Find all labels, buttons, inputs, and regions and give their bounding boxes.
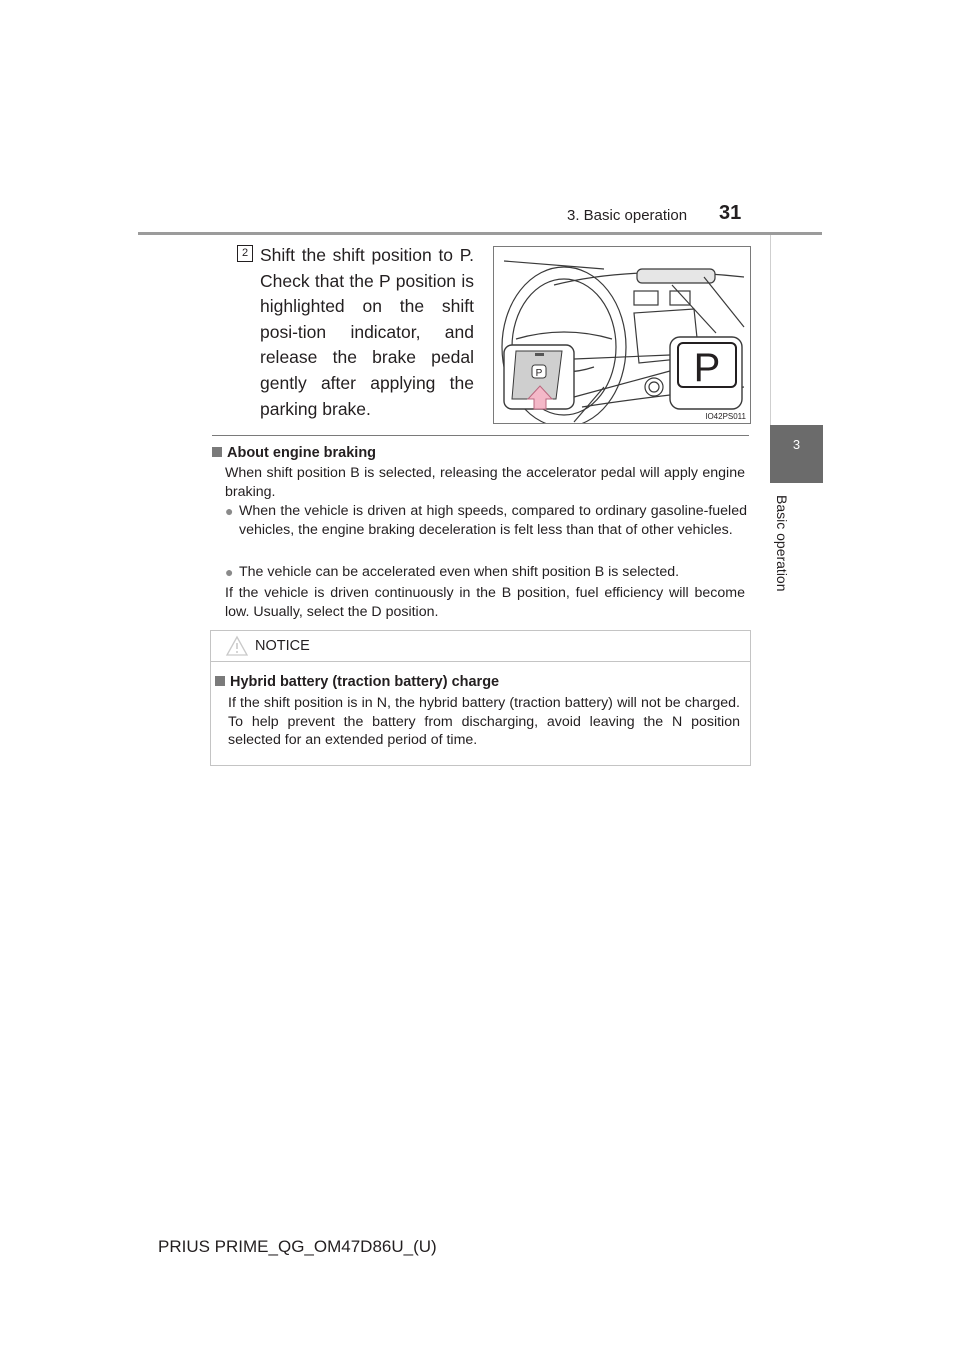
notice-title: NOTICE bbox=[255, 638, 310, 654]
step-number-badge: 2 bbox=[237, 245, 253, 262]
shift-illustration bbox=[493, 246, 751, 424]
notice-subtitle bbox=[215, 674, 499, 690]
list-item-text: When the vehicle is driven at high speeds, compared to ordinary gasoline-fueled vehicles, the engine braking deceleration is felt less than that of other vehicles. bbox=[239, 503, 747, 538]
circle-bullet-icon: ● bbox=[225, 564, 234, 580]
circle-bullet-icon: ● bbox=[225, 503, 234, 519]
section-title: 3. Basic operation bbox=[567, 207, 688, 224]
list-item-text: The vehicle can be accelerated even when shift position B is selected. bbox=[239, 564, 680, 580]
notice-subtitle-text: Hybrid battery (traction battery) charge bbox=[230, 674, 500, 690]
section-divider bbox=[212, 435, 749, 436]
notice-box bbox=[210, 630, 751, 766]
page-number: 31 bbox=[719, 202, 742, 224]
warning-triangle-icon bbox=[225, 635, 249, 657]
shift-p-button-label: P bbox=[535, 368, 543, 379]
step-text: Shift the shift position to P. Check that the P position is highlighted on the shift posi-tion indicator, and release the brake pedal gently after applying the parking brake. bbox=[260, 245, 474, 419]
header-rule bbox=[138, 232, 822, 235]
square-bullet-icon bbox=[215, 676, 225, 686]
document-id: PRIUS PRIME_QG_OM47D86U_(U) bbox=[158, 1237, 437, 1256]
side-tab-label: Basic operation bbox=[774, 495, 790, 592]
engine-braking-title bbox=[212, 445, 376, 461]
notice-header bbox=[211, 631, 750, 662]
side-tab-number: 3 bbox=[792, 437, 801, 452]
dashboard-drawing bbox=[494, 247, 750, 423]
engine-braking-title-text: About engine braking bbox=[227, 445, 377, 461]
indicator-p-label: P bbox=[693, 346, 721, 390]
side-tab-track bbox=[770, 235, 824, 425]
figure-caption: IO42PS011 bbox=[705, 412, 746, 421]
square-bullet-icon bbox=[212, 447, 222, 457]
notice-body: If the shift position is in N, the hybrid battery (traction battery) will not be charged. To help prevent the battery from discharging, avoid leaving the N position selected for an extended period of time. bbox=[228, 695, 740, 749]
engine-braking-intro: When shift position B is selected, releasing the accelerator pedal will apply engine braking. bbox=[225, 465, 745, 500]
engine-braking-outro: If the vehicle is driven continuously in the B position, fuel efficiency will become low. Usually, select the D position. bbox=[225, 585, 745, 620]
side-tab bbox=[770, 425, 823, 483]
